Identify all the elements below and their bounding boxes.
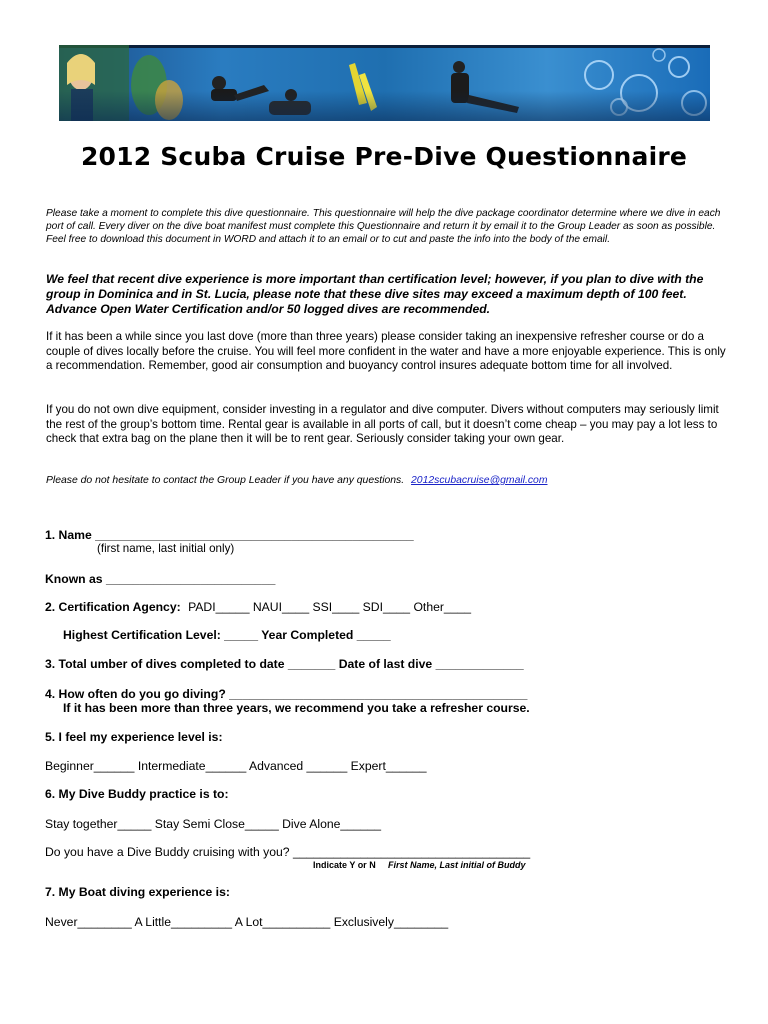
refresher-paragraph: If it has been a while since you last dove (more than three years) please consider taking an inexpensive refresher course or do a couple of dives locally before the cruise. You will feel more confident in the water and have a more enjoyable experience. This is only a recommendation. Remember, good air consumption and buoyancy control insures adequate bottom time for all involved. xyxy=(46,330,726,373)
question-name: 1. Name _______________________________________________ xyxy=(45,528,414,542)
intro-paragraph: Please take a moment to complete this dive questionnaire. This questionnaire will help the dive package coordinator determine where we dive in each port of call. Every diver on the dive boat manifest must complete this Questionnaire and return it by email it to the Group Leader as soon as possible. Feel free to download this document in WORD and attach it to an email or to cut and paste the info into the body of the email. xyxy=(46,208,721,245)
equipment-paragraph: If you do not own dive equipment, consider investing in a regulator and dive computer. Divers without computers may seriously limit the rest of the group’s bottom time. Rental gear is available in all ports of call, but it doesn’t come cheap – you may pay a lot less to check that extra bag on the plane then it will be to rent gear. Seriously consider taking your own gear. xyxy=(46,403,719,446)
question-experience-level: 5. I feel my experience level is: xyxy=(45,730,223,744)
boat-diving-options: Never________ A Little_________ A Lot__________ Exclusively________ xyxy=(45,915,449,929)
refresher-recommendation: If it has been more than three years, we recommend you take a refresher course. xyxy=(63,701,530,715)
contact-paragraph xyxy=(46,474,746,487)
question-known-as: Known as _________________________ xyxy=(45,572,276,586)
question-dive-frequency: 4. How often do you go diving? ____________________________________________ xyxy=(45,687,528,701)
contact-email-link[interactable]: 2012scubacruise@gmail.com xyxy=(411,475,548,486)
question-highest-certification: Highest Certification Level: _____ Year Completed _____ xyxy=(63,628,391,642)
question-dive-buddy-cruising: Do you have a Dive Buddy cruising with you? ___________________________________ xyxy=(45,845,531,859)
question-boat-diving: 7. My Boat diving experience is: xyxy=(45,885,230,899)
contact-text: Please do not hesitate to contact the Group Leader if you have any questions. xyxy=(46,475,405,486)
certification-agency-label: 2. Certification Agency: xyxy=(45,600,181,614)
question-certification-agency xyxy=(45,600,471,614)
question-total-dives: 3. Total umber of dives completed to date _______ Date of last dive _____________ xyxy=(45,657,524,671)
buddy-yn-hint: Indicate Y or N xyxy=(313,860,376,870)
page-title: 2012 Scuba Cruise Pre-Dive Questionnaire xyxy=(80,142,688,171)
certification-agency-options: PADI_____ NAUI____ SSI____ SDI____ Other____ xyxy=(188,600,472,614)
question-dive-buddy-practice: 6. My Dive Buddy practice is to: xyxy=(45,787,229,801)
header-banner-image xyxy=(59,45,710,121)
buddy-name-hint: First Name, Last initial of Buddy xyxy=(388,860,526,870)
experience-level-options: Beginner______ Intermediate______ Advanced ______ Expert______ xyxy=(45,759,427,773)
banner-shade xyxy=(59,91,710,121)
name-hint: (first name, last initial only) xyxy=(97,542,235,555)
dive-buddy-practice-options: Stay together_____ Stay Semi Close_____ Dive Alone______ xyxy=(45,817,382,831)
notice-paragraph: We feel that recent dive experience is more important than certification level; however, if you plan to dive with the group in Dominica and in St. Lucia, please note that these dive sites may exceed a maximum depth of 100 feet. Advance Open Water Certification and/or 50 logged dives are recommended. xyxy=(46,272,704,316)
